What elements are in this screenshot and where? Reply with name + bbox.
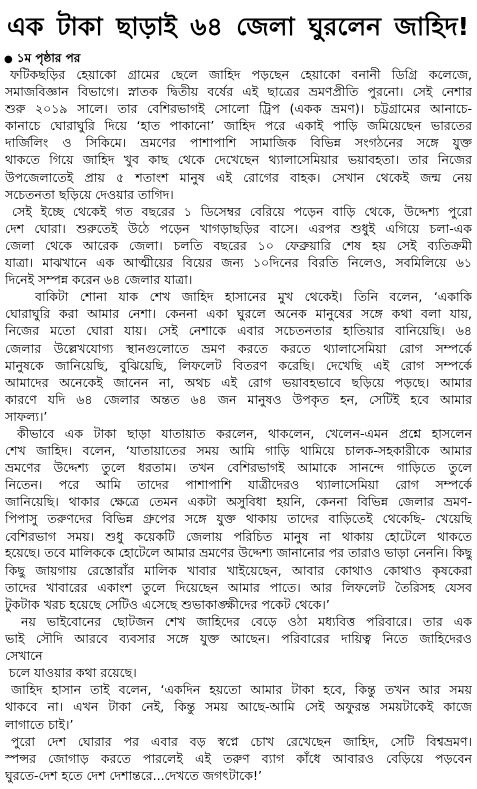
article-paragraph (5, 664, 472, 681)
article-line: কারণে যদি ৬৪ জেলার অন্তত ৬৪ জন মানুষও উপকৃত হন, সেটিই হবে আমার (5, 391, 472, 407)
headline: এক টাকা ছাড়াই ৬৪ জেলা ঘুরলেন জাহিদ! (7, 12, 469, 41)
article-line: সাফল্য।’ (5, 408, 48, 424)
article-line: টুকটাক খরচ হয়েছে সেটিও এসেছে শুভাকাঙ্ক্ষীদের পকেট থেকে।’ (5, 596, 330, 612)
article-line: সেখানে (5, 648, 43, 664)
article-line: যাত্রা। মাঝখানে এক আত্মীয়ের বিয়ের জন্য ১০দিনের বিরতি নিলেও, সবমিলিয়ে ৬১ (5, 255, 472, 271)
article-line: থাকবে না। এখন টাকা নেই, কিন্তু সময় আছে-আমি সেই অফুরন্ত সময়টাকেই কাজে (5, 699, 472, 715)
article-line: নিজের মতো ঘোরা যায়। সেই নেশাকে এবার সচেতনতার হাতিয়ার বানিয়েছি। ৬৪ (5, 323, 472, 339)
article-line: ভ্রমণের উদ্দেশ্য তুলে ধরতাম। তখন বেশিরভাগই আমাকে সানন্দে গাড়িতে তুলে (5, 460, 472, 476)
article-body (5, 66, 472, 784)
article-paragraph (5, 66, 472, 203)
article-line: দিনেই সম্পন্ন করেন ৬৪ জেলার যাত্রা। (5, 272, 193, 288)
continuation-line (4, 50, 80, 66)
article-line: কীভাবে এক টাকা ছাড়া যাতায়াত করলেন, থাকলেন, খেলেন-এমন প্রশ্নে হাসলেন (17, 425, 472, 441)
article-line: থাকতে গিয়ে জাহিদ খুব কাছ থেকে দেখেছেন থ্যালাসেমিয়ার ভয়াবহতা। তার নিজের (5, 152, 472, 168)
article-line: ঘোরাঘুরি করা আমার নেশা। কেননা একা ঘুরলে অনেক মানুষের সঙ্গে কথা বলা যায়, (5, 306, 472, 322)
article-line: লাগাতে চাই।’ (5, 716, 74, 732)
article-paragraph (5, 288, 472, 425)
article-line: কিছু জায়গায় রেস্তোরাঁর মালিক খাবার খাইয়েছেন, আবার কোথাও কোথাও কৃষকেরা (5, 562, 472, 578)
article-line: পিপাসু তরুণদের বিভিন্ন গ্রুপের সঙ্গে যুক্ত থাকায় তাদের বাড়িতেই থেকেছি- খেয়েছি (5, 511, 472, 527)
article-line: নিতেন। পরে আমি তাদের পাশাপাশি যাত্রীদেরও থ্যালাসেমিয়া রোগ সম্পর্কে (5, 477, 472, 493)
article-line: তাদের খাবারের একাংশ তুলে দিয়েছেন আমার পাতে। আর লিফলেট তৈরিসহ যেসব (5, 579, 472, 595)
article-paragraph (5, 425, 472, 613)
bullet-icon: ● (4, 54, 13, 65)
article-line: কানাচে ঘোরাঘুরি দিয়ে ‘হাত পাকানো’ জাহিদ পরে একাই পাড়ি জমিয়েছেন ভারতের (5, 118, 472, 134)
article-line: সমাজবিজ্ঞান বিভাগে। স্নাতক দ্বিতীয় বর্ষের এই ছাত্রের ভ্রমণপ্রীতি পুরনো। সেই নেশার (5, 84, 472, 100)
article-line: সেই ইচ্ছে থেকেই গত বছরের ১ ডিসেম্বর বেরিয়ে পড়েন বাড়ি থেকে, উদ্দেশ্য পুরো (12, 203, 472, 219)
article-line: ঘুরতে-দেশ হতে দেশ দেশান্তরে...দেখতে জগৎটাকে!’ (5, 767, 263, 783)
article-line: ফটিকছড়ির হেয়াকো গ্রামের ছেলে জাহিদ পড়ছেন হেয়াকো বনানী ডিগ্রি কলেজে, (10, 67, 472, 82)
article-line: জেলার উল্লেখযোগ্য স্থানগুলোতে ভ্রমণ করতে করতে থ্যালাসেমিয়া রোগ সম্পর্কে (5, 340, 472, 356)
article-line: জাহিদ হাসান তাই বলেন, ‘একদিন হয়তো আমার টাকা হবে, কিন্তু তখন আর সময় (11, 682, 472, 698)
article-line: ভাই সৌদি আরবে ব্যবসার সঙ্গে যুক্ত আছেন। পরিবারের দায়িত্ব নিতে জাহিদেরও (5, 631, 472, 647)
article-line: শেখ জাহিদ। বলেন, ‘যাতায়াতের সময় আমি গাড়ি থামিয়ে চালক-সহকারীকে আমার (5, 443, 472, 459)
article-line: পুরো দেশ ঘোরার পর এবার বড় স্বপ্নে চোখ রেখেছেন জাহিদ, সেটি বিশ্বভ্রমণ। (11, 733, 472, 749)
article-line: চলে যাওয়ার কথা রয়েছে। (9, 665, 137, 681)
article-line: সচেতনতা ছড়িয়ে দেওয়ার তাগিদ। (5, 186, 174, 202)
article-line: শুরু ২০১৯ সালে। তার বেশিরভাগই সোলো ট্রিপ (একক ভ্রমণ)। চট্টগ্রামের আনাচে- (5, 101, 472, 117)
article-line: দেশ ঘোরা। শুরুতেই উঠে পড়েন খাগড়াছড়ির বাসে। এরপর শুধুই এগিয়ে চলা-এক (5, 220, 472, 236)
article-line: আমাদের অনেকেই জানেন না, অথচ এই রোগ ভয়াবহভাবে ছড়িয়ে পড়ছে। আমার (5, 374, 472, 390)
article-line: বেশিরভাগ সময়। শুধু কয়েকটি জেলায় পরিচিত মানুষ না থাকায় হোটেলে থাকতে (5, 528, 472, 544)
article-line: দার্জিলিং ও সিকিমে। ভ্রমণের পাশাপাশি সামাজিক বিভিন্ন সংগঠনের সঙ্গে যুক্ত (5, 135, 472, 151)
article-line: বাকিটা শোনা যাক শেখ জাহিদ হাসানের মুখ থেকেই। তিনি বলেন, ‘একাকি (35, 289, 472, 305)
article-line: জানিয়েছি। থাকার ক্ষেত্রে তেমন একটা অসুবিধা হয়নি, কেননা বিভিন্ন জেলার ভ্রমণ- (5, 494, 472, 510)
article-line: মানুষকে জানিয়েছি, বুঝিয়েছি, লিফলেট বিতরণ করেছি। দেখেছি এই রোগ সম্পর্কে (5, 357, 472, 373)
continuation-label: ১ম পৃষ্ঠার পর (16, 51, 81, 65)
article-line: জেলা থেকে আরেক জেলা। চলতি বছরের ১০ ফেব্রুয়ারি শেষ হয় সেই ব্যতিক্রমী (5, 237, 472, 253)
article-line: নয় ভাইবোনের ছোটজন শেখ জাহিদের বেড়ে ওঠা মধ্যবিত্ত পরিবারে। তার এক (21, 614, 472, 629)
article-paragraph (5, 613, 472, 664)
article-paragraph (5, 681, 472, 732)
article-line: উপজেলাতেই প্রায় ৫ শতাংশ মানুষ এই রোগের বাহক। সেখান থেকেই জন্ম নেয় (5, 169, 472, 185)
article-paragraph (5, 203, 472, 288)
article-line: হয়েছে। তবে মালিককে হোটেলে আমার ভ্রমণের উদ্দেশ্য জানানোর পর তারাও ভাড়া নেননি। কিছু (5, 545, 472, 560)
article-paragraph (5, 733, 472, 784)
article-line: স্পন্সর জোগাড় করতে পারলেই এই তরুণ ব্যাগ কাঁধে আবারও বেড়িয়ে পড়বেন (5, 750, 472, 766)
